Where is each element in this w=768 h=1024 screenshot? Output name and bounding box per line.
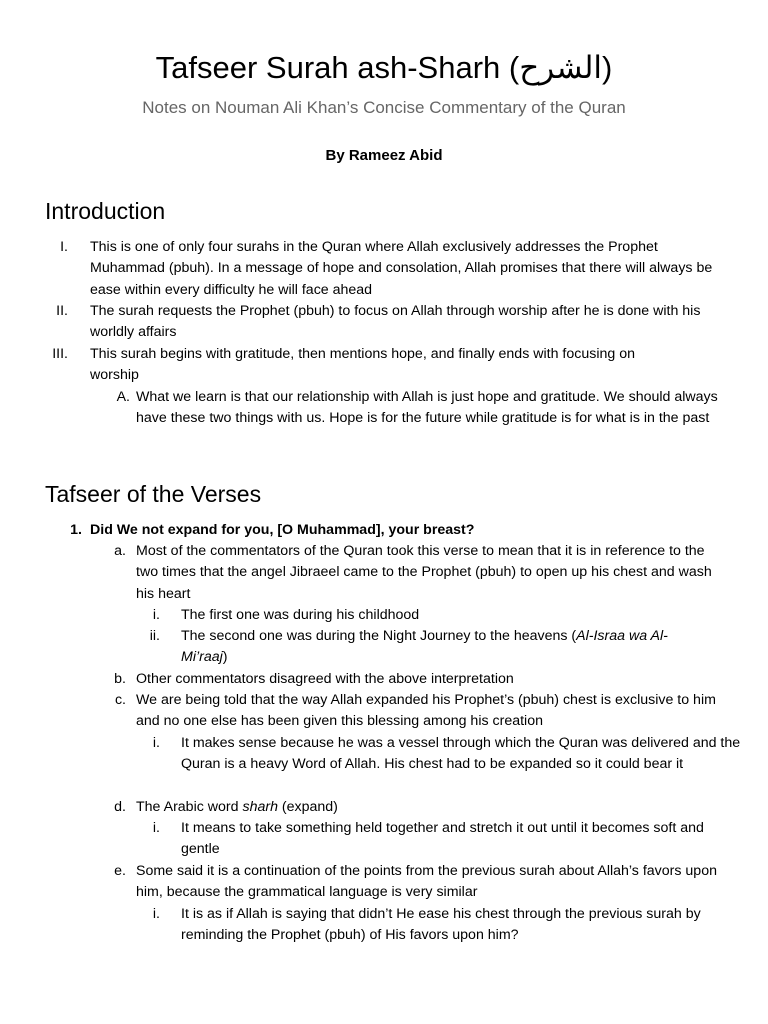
list-marker: e. <box>114 863 126 879</box>
list-item: The second one was during the Night Journey to the heavens (Al-Israa wa Al-Mi’raaj) <box>181 628 668 666</box>
list-marker: d. <box>114 799 126 815</box>
list-item: The Arabic word sharh (expand) <box>136 799 338 815</box>
list-marker: I. <box>60 239 68 255</box>
transliteration: Al-Israa wa Al-Mi’raaj <box>181 628 668 666</box>
list-item: The first one was during his childhood <box>181 607 420 623</box>
list-marker: b. <box>114 671 126 687</box>
author-line: By Rameez Abid <box>325 147 443 164</box>
list-marker: i. <box>152 820 160 836</box>
arabic-term: sharh <box>242 799 278 815</box>
list-item: It makes sense because he was a vessel through which the Quran was delivered and the Quran is a heavy Word of Allah. His chest had to be expanded so it could bear it <box>181 735 741 773</box>
list-item: What we learn is that our relationship with Allah is just hope and gratitude. We should always have these two things with us. Hope is for the future while gratitude is for what is in the past <box>136 389 718 427</box>
list-marker: c. <box>114 692 126 708</box>
list-marker: i. <box>152 906 160 922</box>
list-item: This surah begins with gratitude, then mentions hope, and finally ends with focusing on worship <box>90 346 635 384</box>
list-marker: II. <box>56 303 68 319</box>
list-item: Other commentators disagreed with the above interpretation <box>136 671 514 687</box>
list-item: The surah requests the Prophet (pbuh) to focus on Allah through worship after he is done with his worldly affairs <box>90 303 701 341</box>
verse-heading: Did We not expand for you, [O Muhammad], your breast? <box>90 522 475 538</box>
list-item: This is one of only four surahs in the Quran where Allah exclusively addresses the Prophet Muhammad (pbuh). In a message of hope and consolation, Allah promises that there will always be ease within every difficulty he will face ahead <box>90 239 713 298</box>
list-item: It is as if Allah is saying that didn’t He ease his chest through the previous surah by reminding the Prophet (pbuh) of His favors upon him? <box>181 906 701 944</box>
list-item: Most of the commentators of the Quran took this verse to mean that it is in reference to the two times that the angel Jibraeel came to the Prophet (pbuh) to open up his chest and wash his heart <box>136 543 712 602</box>
list-item: Some said it is a continuation of the points from the previous surah about Allah’s favors upon him, because the grammatical language is very similar <box>136 863 717 901</box>
page-subtitle: Notes on Nouman Ali Khan’s Concise Commentary of the Quran <box>142 98 626 117</box>
page-title: Tafseer Surah ash-Sharh (الشرح) <box>155 50 613 85</box>
list-marker: A. <box>116 389 130 405</box>
list-item: We are being told that the way Allah expanded his Prophet’s (pbuh) chest is exclusive to him and no one else has been given this blessing among his creation <box>136 692 716 730</box>
list-marker: ii. <box>149 628 160 644</box>
introduction-heading: Introduction <box>45 198 166 224</box>
list-item: It means to take something held together and stretch it out until it becomes soft and gentle <box>181 820 704 858</box>
tafseer-heading: Tafseer of the Verses <box>45 481 262 507</box>
list-marker: III. <box>52 346 68 362</box>
list-marker: i. <box>152 735 160 751</box>
list-marker: i. <box>152 607 160 623</box>
list-marker: a. <box>114 543 126 559</box>
list-marker: 1. <box>70 522 82 538</box>
